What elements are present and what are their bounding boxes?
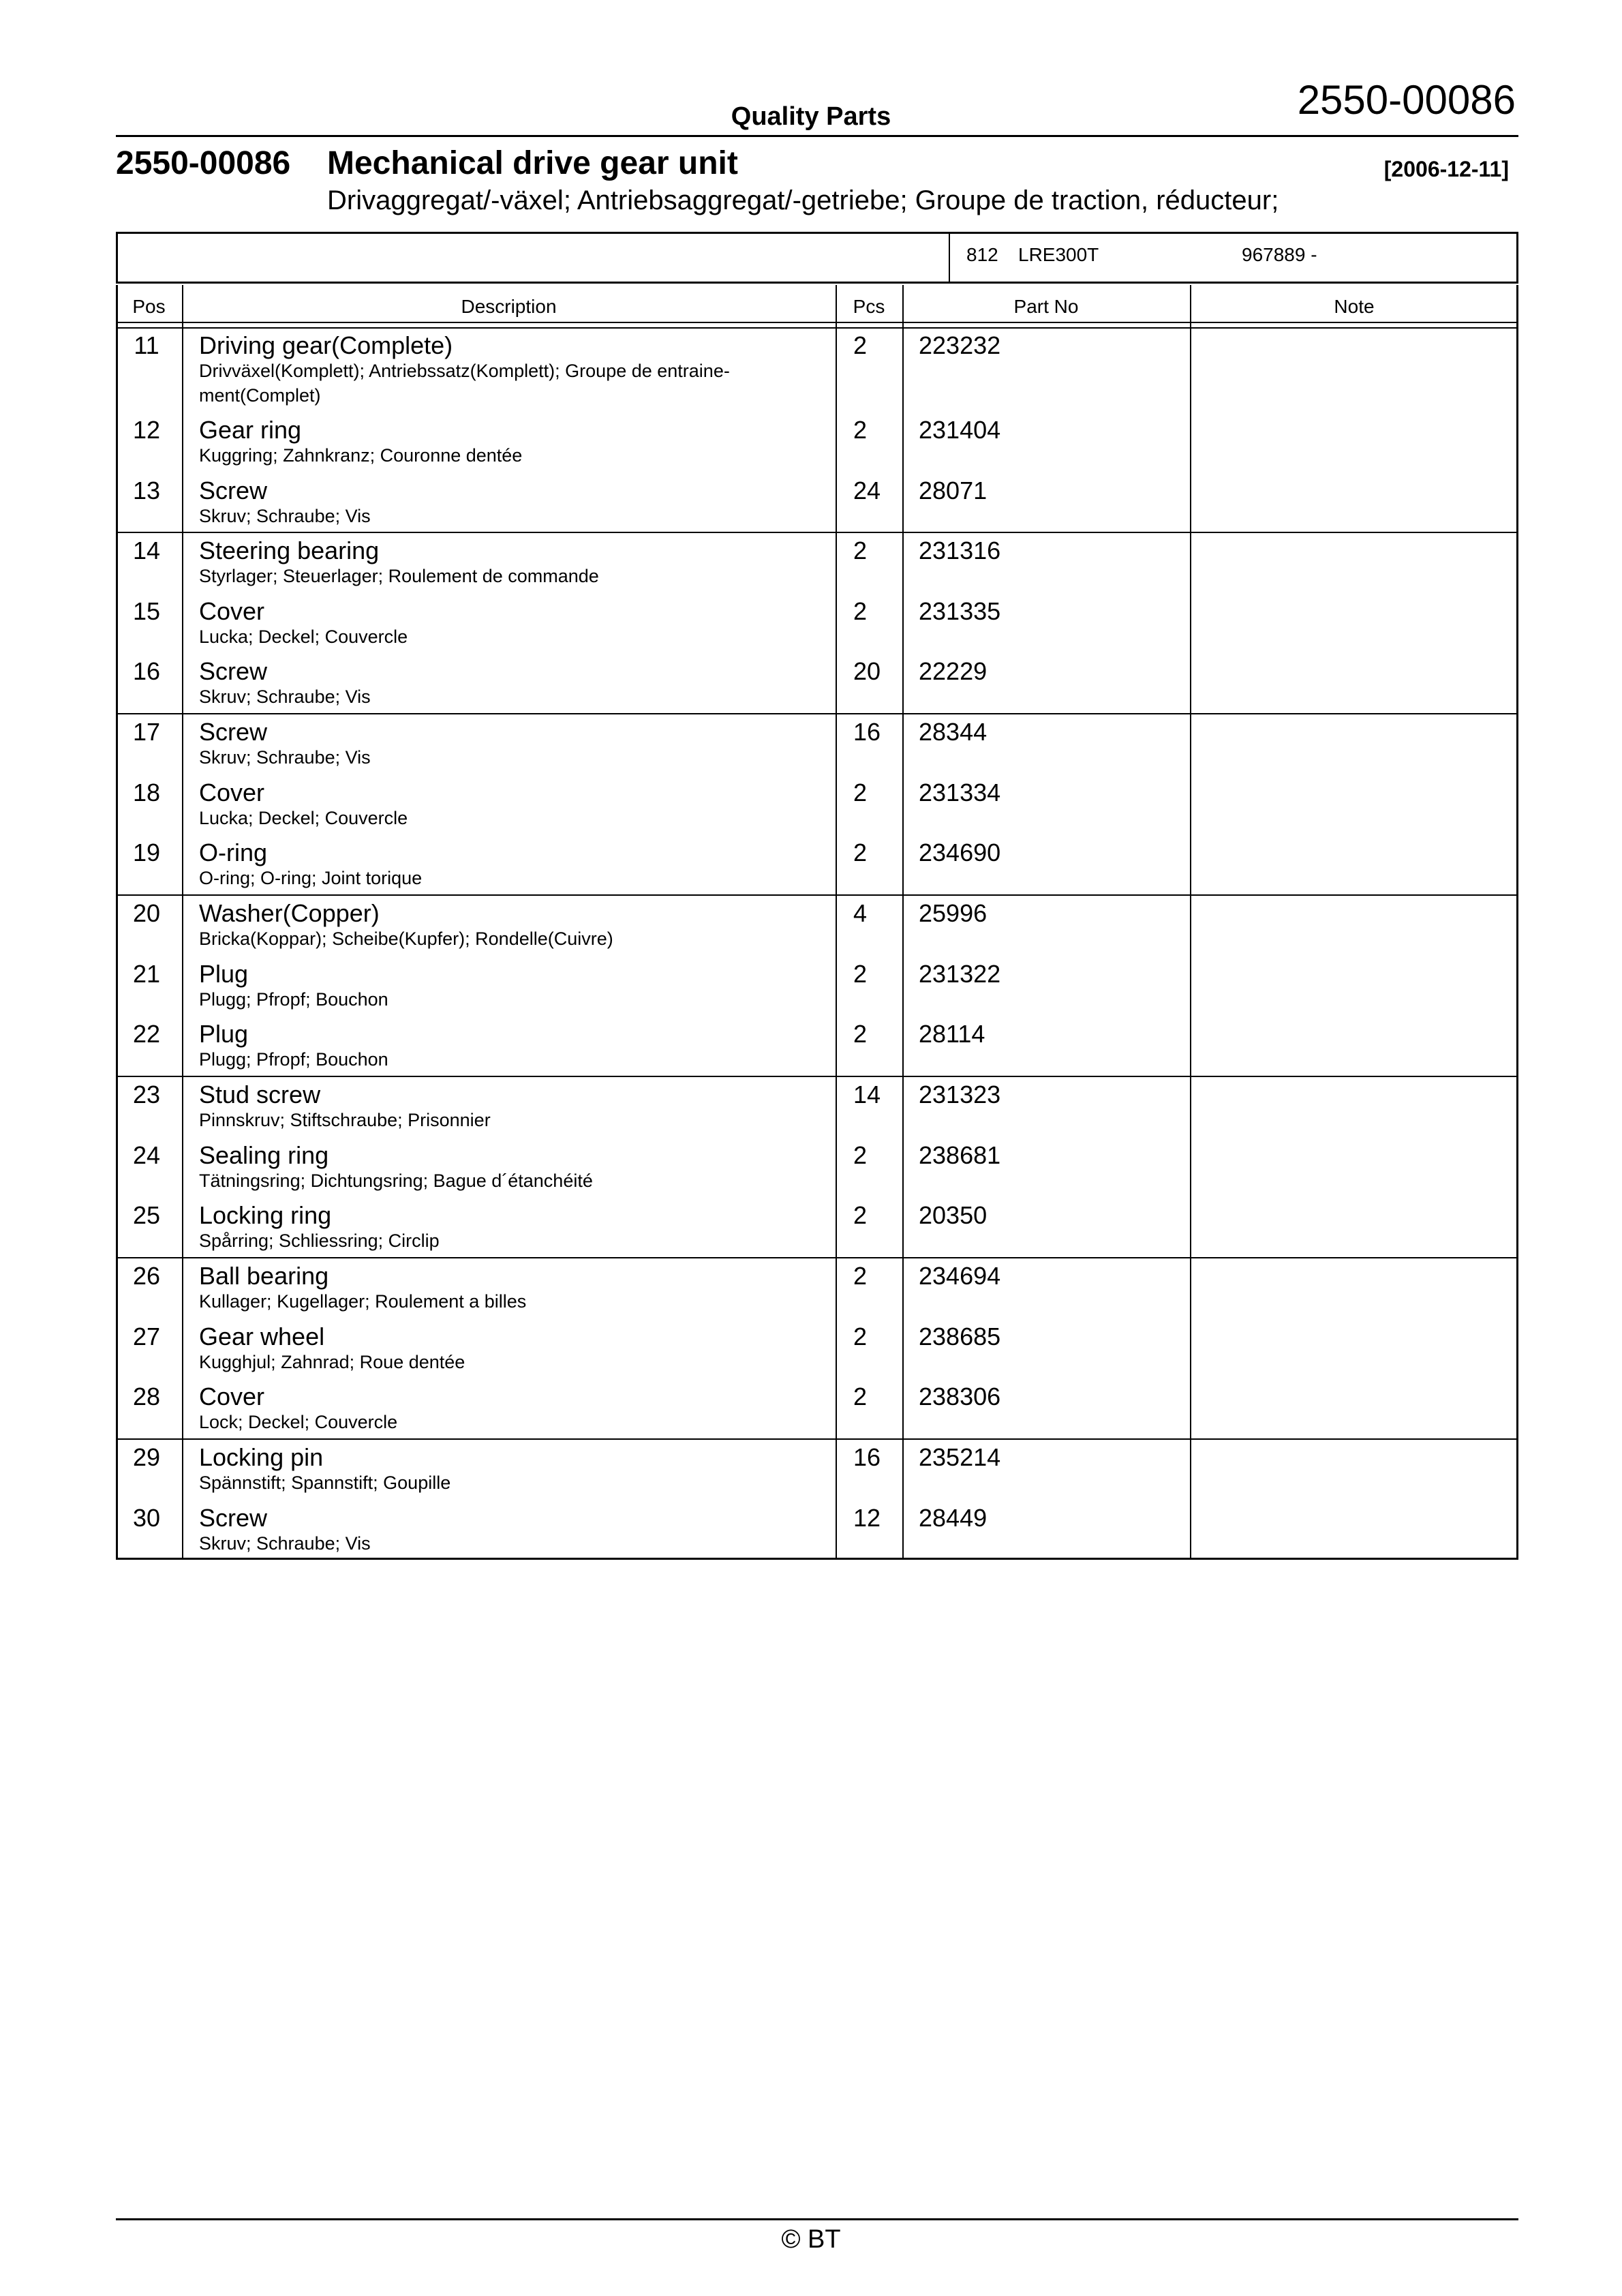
row-translations: Skruv; Schraube; Vis xyxy=(199,686,371,707)
row-translations: Skruv; Schraube; Vis xyxy=(199,506,371,526)
table-column-divider xyxy=(902,285,904,1558)
row-pcs: 2 xyxy=(853,1262,868,1290)
group-separator xyxy=(116,532,1518,533)
row-pcs: 2 xyxy=(853,1383,868,1410)
row-translations: Lock; Deckel; Couvercle xyxy=(199,1412,398,1432)
row-description: Cover xyxy=(199,1383,265,1410)
row-description: Gear ring xyxy=(199,416,302,444)
row-pos: 13 xyxy=(132,477,161,504)
row-pos: 30 xyxy=(132,1504,161,1532)
row-part-no: 20350 xyxy=(919,1201,988,1229)
row-translations: Styrlager; Steuerlager; Roulement de commande xyxy=(199,566,599,586)
row-pcs: 2 xyxy=(853,960,868,988)
row-pos: 25 xyxy=(132,1201,161,1229)
header-divider xyxy=(116,135,1518,137)
machine-model: LRE300T xyxy=(1018,244,1099,265)
row-translations: Kuggring; Zahnkranz; Couronne dentée xyxy=(199,445,523,466)
table-column-divider xyxy=(182,285,183,1558)
row-translations: Lucka; Deckel; Couvercle xyxy=(199,808,408,828)
table-column-divider xyxy=(1190,285,1191,1558)
row-pcs: 2 xyxy=(853,839,868,866)
row-translations: Plugg; Pfropf; Bouchon xyxy=(199,989,388,1010)
column-header-part-no: Part No xyxy=(1013,296,1079,317)
row-pcs: 2 xyxy=(853,1020,868,1048)
row-pos: 29 xyxy=(132,1443,161,1471)
row-part-no: 28344 xyxy=(919,718,988,746)
row-description: Screw xyxy=(199,477,268,504)
row-description: Stud screw xyxy=(199,1081,321,1108)
row-pcs: 20 xyxy=(853,657,881,685)
row-pos: 11 xyxy=(134,331,159,359)
row-pos: 24 xyxy=(132,1141,161,1169)
row-description: Screw xyxy=(199,657,268,685)
row-pos: 15 xyxy=(132,597,161,625)
table-column-divider xyxy=(836,285,837,1558)
row-description: Screw xyxy=(199,718,268,746)
row-description: Screw xyxy=(199,1504,268,1532)
row-pcs: 4 xyxy=(853,899,868,927)
group-separator xyxy=(116,1257,1518,1258)
row-pcs: 24 xyxy=(853,477,881,504)
row-translations: Spårring; Schliessring; Circlip xyxy=(199,1230,440,1251)
row-part-no: 28449 xyxy=(919,1504,988,1532)
row-description: Cover xyxy=(199,597,265,625)
row-translations: Tätningsring; Dichtungsring; Bague d´étanchéité xyxy=(199,1170,593,1191)
row-part-no: 22229 xyxy=(919,657,988,685)
row-pos: 26 xyxy=(132,1262,161,1290)
row-pos: 17 xyxy=(132,718,161,746)
row-part-no: 28114 xyxy=(919,1020,985,1048)
row-pcs: 2 xyxy=(853,1141,868,1169)
row-pcs: 2 xyxy=(853,779,868,806)
footer-divider xyxy=(116,2218,1518,2220)
row-pcs: 16 xyxy=(853,718,881,746)
row-pcs: 2 xyxy=(853,537,868,564)
row-pos: 19 xyxy=(132,839,161,866)
row-pos: 12 xyxy=(132,416,161,444)
document-code: 2550-00086 xyxy=(116,145,291,181)
row-translations: Skruv; Schraube; Vis xyxy=(199,1533,371,1554)
row-part-no: 231334 xyxy=(919,779,1001,806)
row-pos: 18 xyxy=(132,779,161,806)
row-part-no: 234694 xyxy=(919,1262,1001,1290)
row-pos: 14 xyxy=(132,537,161,564)
row-pcs: 2 xyxy=(853,416,868,444)
row-part-no: 238685 xyxy=(919,1323,1001,1350)
row-part-no: 235214 xyxy=(919,1443,1001,1471)
row-pos: 16 xyxy=(132,657,161,685)
row-translations: Kugghjul; Zahnrad; Roue dentée xyxy=(199,1352,465,1372)
row-translations: Lucka; Deckel; Couvercle xyxy=(199,626,408,647)
row-description: Locking pin xyxy=(199,1443,324,1471)
row-pcs: 16 xyxy=(853,1443,881,1471)
row-pos: 22 xyxy=(132,1020,161,1048)
table-header-rule xyxy=(116,322,1518,323)
row-pos: 20 xyxy=(132,899,161,927)
row-translations: Plugg; Pfropf; Bouchon xyxy=(199,1049,388,1070)
header-title: Quality Parts xyxy=(731,102,891,131)
row-description: Driving gear(Complete) xyxy=(199,331,453,359)
document-title: Mechanical drive gear unit xyxy=(327,145,738,181)
row-translations: O-ring; O-ring; Joint torique xyxy=(199,868,423,888)
row-pos: 23 xyxy=(132,1081,161,1108)
row-pcs: 12 xyxy=(853,1504,881,1532)
column-header-note: Note xyxy=(1334,296,1375,317)
row-pcs: 2 xyxy=(853,1323,868,1350)
row-description: Plug xyxy=(199,1020,249,1048)
row-part-no: 234690 xyxy=(919,839,1001,866)
row-pcs: 14 xyxy=(853,1081,881,1108)
row-part-no: 238681 xyxy=(919,1141,1001,1169)
row-part-no: 231335 xyxy=(919,597,1001,625)
group-separator xyxy=(116,713,1518,714)
row-part-no: 231322 xyxy=(919,960,1001,988)
row-description: Plug xyxy=(199,960,249,988)
row-translations: Drivväxel(Komplett); Antriebssatz(Komplett); Groupe de entraine- ment(Complet) xyxy=(199,361,730,406)
row-translations: Pinnskruv; Stiftschraube; Prisonnier xyxy=(199,1110,491,1130)
row-description: Gear wheel xyxy=(199,1323,325,1350)
row-part-no: 231404 xyxy=(919,416,1001,444)
row-description: Steering bearing xyxy=(199,537,380,564)
row-description: Washer(Copper) xyxy=(199,899,380,927)
footer-copyright: © BT xyxy=(781,2225,841,2254)
row-description: Ball bearing xyxy=(199,1262,329,1290)
row-pcs: 2 xyxy=(853,1201,868,1229)
header-doc-number: 2550-00086 xyxy=(1297,77,1516,123)
group-separator xyxy=(116,894,1518,896)
row-part-no: 223232 xyxy=(919,331,1001,359)
table-header-rule xyxy=(116,327,1518,329)
row-part-no: 238306 xyxy=(919,1383,1001,1410)
machine-model-number: 812 xyxy=(966,244,998,265)
row-translations: Skruv; Schraube; Vis xyxy=(199,747,371,768)
row-part-no: 231323 xyxy=(919,1081,1001,1108)
row-description: Locking ring xyxy=(199,1201,332,1229)
group-separator xyxy=(116,1438,1518,1440)
machine-info-divider xyxy=(949,234,950,282)
row-description: O-ring xyxy=(199,839,268,866)
document-date: [2006-12-11] xyxy=(1383,157,1509,181)
row-translations: Spännstift; Spannstift; Goupille xyxy=(199,1472,451,1493)
row-part-no: 28071 xyxy=(919,477,988,504)
column-header-description: Description xyxy=(461,296,557,317)
row-description: Cover xyxy=(199,779,265,806)
column-header-pos: Pos xyxy=(132,296,166,317)
row-part-no: 231316 xyxy=(919,537,1001,564)
row-pcs: 2 xyxy=(853,331,868,359)
machine-serial: 967889 - xyxy=(1242,244,1317,265)
row-pos: 28 xyxy=(132,1383,161,1410)
row-pos: 27 xyxy=(132,1323,161,1350)
column-header-pcs: Pcs xyxy=(853,296,885,317)
row-description: Sealing ring xyxy=(199,1141,329,1169)
group-separator xyxy=(116,1076,1518,1077)
row-translations: Bricka(Koppar); Scheibe(Kupfer); Rondelle(Cuivre) xyxy=(199,928,613,949)
row-part-no: 25996 xyxy=(919,899,988,927)
row-translations: Kullager; Kugellager; Roulement a billes xyxy=(199,1291,527,1312)
document-subtitle: Drivaggregat/-växel; Antriebsaggregat/-getriebe; Groupe de traction, réducteur; xyxy=(327,185,1279,215)
row-pos: 21 xyxy=(132,960,161,988)
row-pcs: 2 xyxy=(853,597,868,625)
